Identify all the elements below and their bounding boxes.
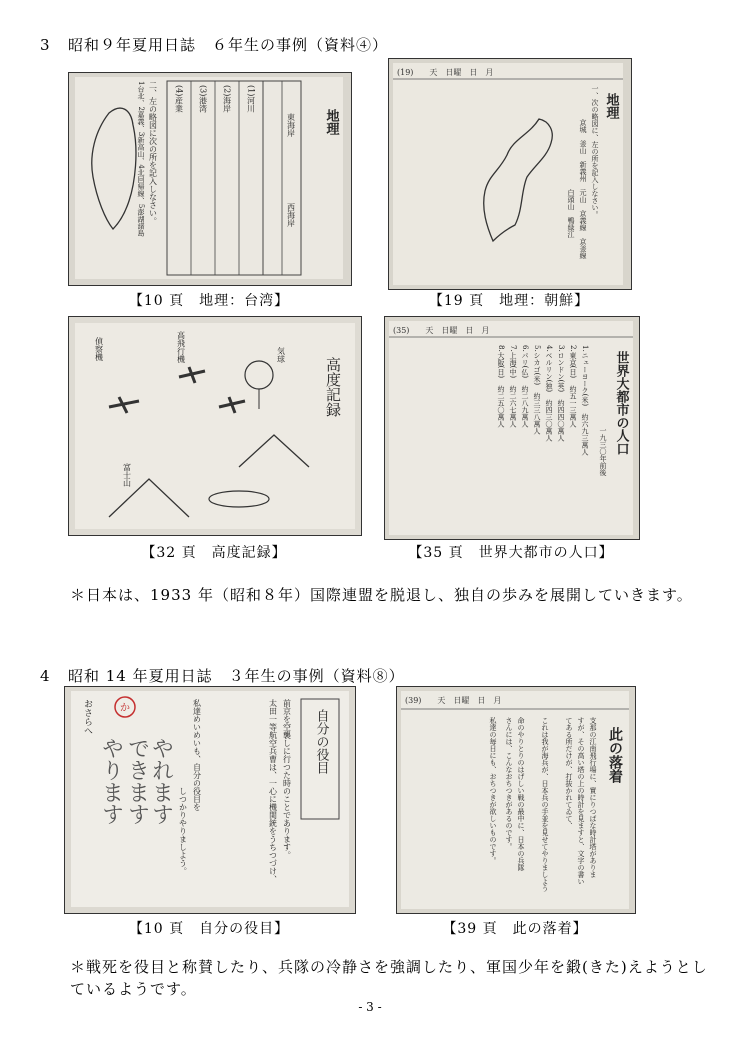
role-handwriting-4: できます xyxy=(124,737,150,825)
cities-title: 世界大都市の人口 xyxy=(613,351,629,455)
taiwan-col-ports: (3)港湾 xyxy=(198,85,208,113)
altitude-title: 高度記録 xyxy=(324,357,342,417)
photo-world-cities xyxy=(384,316,640,540)
composure-line-4: これは我が海兵が、日本兵の手並を見せてやりましよう xyxy=(541,717,549,892)
photo-composure xyxy=(396,686,636,914)
role-red-mark: か xyxy=(120,703,130,714)
composure-header: (39) 天 日曜 日 月 xyxy=(405,696,502,705)
section-3-number: 3 xyxy=(40,36,51,54)
altitude-page-svg xyxy=(69,317,361,535)
section-3-heading xyxy=(40,34,388,55)
taiwan-col-industry: (4)産業 xyxy=(174,85,184,113)
section-4-number: 4 xyxy=(40,667,51,685)
korea-places-2: 白頭山 鴨緑江 xyxy=(567,189,575,238)
cities-year: 一九三〇年前後 xyxy=(599,427,607,476)
page-number: - 3 - xyxy=(358,1000,382,1014)
role-title: 自分の役目 xyxy=(313,709,329,774)
caption-altitude: 【32 頁 高度記録】 xyxy=(141,545,287,561)
role-line-4: しつかりやりましよう。 xyxy=(178,787,188,875)
caption-composure: 【39 頁 此の落着】 xyxy=(442,921,588,937)
role-line-3: 私達めいめいも、自分の役目を xyxy=(192,699,202,811)
caption-cities: 【35 頁 世界大都市の人口】 xyxy=(408,545,614,561)
city-row-3: 3.ロンドン(英) 約四四〇萬人 xyxy=(557,345,565,442)
role-line-2: 太田一等航空兵曹は、一心に機関銃をうちつづけ、 xyxy=(268,699,278,883)
cities-page-svg xyxy=(385,317,639,539)
altitude-label-fuji: 富士山 xyxy=(122,463,132,487)
photo-taiwan-geography xyxy=(68,72,352,286)
role-handwriting-3: やれます xyxy=(148,737,174,825)
city-row-2: 2.東京(日) 約五一三萬人 xyxy=(569,345,577,428)
taiwan-title: 地理 xyxy=(323,109,339,135)
section-3-title: 昭和９年夏用日誌 ６年生の事例（資料④） xyxy=(68,36,389,54)
city-row-6: 6.パリ(仏) 約二八九萬人 xyxy=(521,345,529,428)
korea-title: 地理 xyxy=(603,93,619,119)
section-4-heading xyxy=(40,665,405,686)
composure-line-7: 私達の毎日にも、おちつきが欲しいものです。 xyxy=(489,717,497,864)
section-4-note: ＊戦死を役目と称賛したり、兵隊の冷静さを強調したり、軍国少年を鍛(きた)えようとしているようです。 xyxy=(70,958,708,998)
city-row-4: 4.ベルリン(独) 約四三〇萬人 xyxy=(545,345,553,442)
caption-role: 【10 頁 自分の役目】 xyxy=(128,921,290,937)
photo-my-role xyxy=(64,686,356,914)
photo-altitude-records xyxy=(68,316,362,536)
korea-places: 京城 釜山 新義州 元山 京義線 京釜線 xyxy=(579,119,587,259)
altitude-label-scout: 偵察機 xyxy=(94,337,104,361)
composure-title: 此の落着 xyxy=(607,727,623,783)
taiwan-west-coast: 西海岸 xyxy=(286,203,296,227)
caption-taiwan: 【10 頁 地理：台湾】 xyxy=(128,293,290,309)
altitude-label-plane: 高飛行機 xyxy=(176,331,186,363)
taiwan-page-svg xyxy=(69,73,351,285)
city-row-8: 8.大阪(日) 約二五〇萬人 xyxy=(497,345,505,428)
section-4-title: 昭和 14 年夏用日誌 ３年生の事例（資料⑧） xyxy=(68,667,405,685)
altitude-label-balloon: 気球 xyxy=(276,347,286,363)
korea-page-svg xyxy=(389,59,631,289)
composure-line-6: さんには、こんなおちつきがあるのです。 xyxy=(505,717,513,850)
city-row-5: 5.シカゴ(米) 約三三八萬人 xyxy=(533,345,541,435)
role-handwriting-1: おさらへ xyxy=(82,699,92,735)
taiwan-col-rivers: (1)河川 xyxy=(246,85,256,113)
caption-korea: 【19 頁 地理：朝鮮】 xyxy=(428,293,590,309)
role-page-svg xyxy=(65,687,355,913)
composure-page-svg xyxy=(397,687,635,913)
composure-line-5: 命のやりとりのはげしい戦の最中に、日本の兵隊 xyxy=(517,717,525,871)
taiwan-col-coast: (2)海岸 xyxy=(222,85,232,113)
city-row-1: 1.ニューヨーク(米) 約六九三萬人 xyxy=(581,345,589,456)
city-row-7: 7.上海(中) 約二六七萬人 xyxy=(509,345,517,428)
composure-line-1: 支那の江南飛行場に、實にりつぱな時計塔がありま xyxy=(589,717,597,878)
composure-line-2: すが、その高い塔の上の時計を見ますと、文字の書い xyxy=(577,717,585,885)
taiwan-east-coast: 東海岸 xyxy=(286,113,296,137)
korea-header: (19) 天 日曜 日 月 xyxy=(397,68,494,77)
korea-instruction: 一、次の略図に、左の所を記入しなさい。 xyxy=(591,85,599,218)
taiwan-instruction: 二、左の略図に次の所を記入しなさい。 xyxy=(148,81,158,225)
section-3-note: ＊日本は、1933 年（昭和８年）国際連盟を脱退し、独自の歩みを展開していきます。 xyxy=(70,586,693,604)
cities-header: (35) 天 日曜 日 月 xyxy=(393,326,490,335)
taiwan-items: 1台北、2嘉義、3新高山、4北回帰線、5澎湖諸島 xyxy=(137,81,145,237)
composure-line-3: てある所だけが、打抜かれてゐて、 xyxy=(565,717,573,829)
role-handwriting-2: やります xyxy=(98,737,124,825)
role-line-1: 前京を空襲しに行つた時のことであります。 xyxy=(282,699,292,859)
photo-korea-geography xyxy=(388,58,632,290)
